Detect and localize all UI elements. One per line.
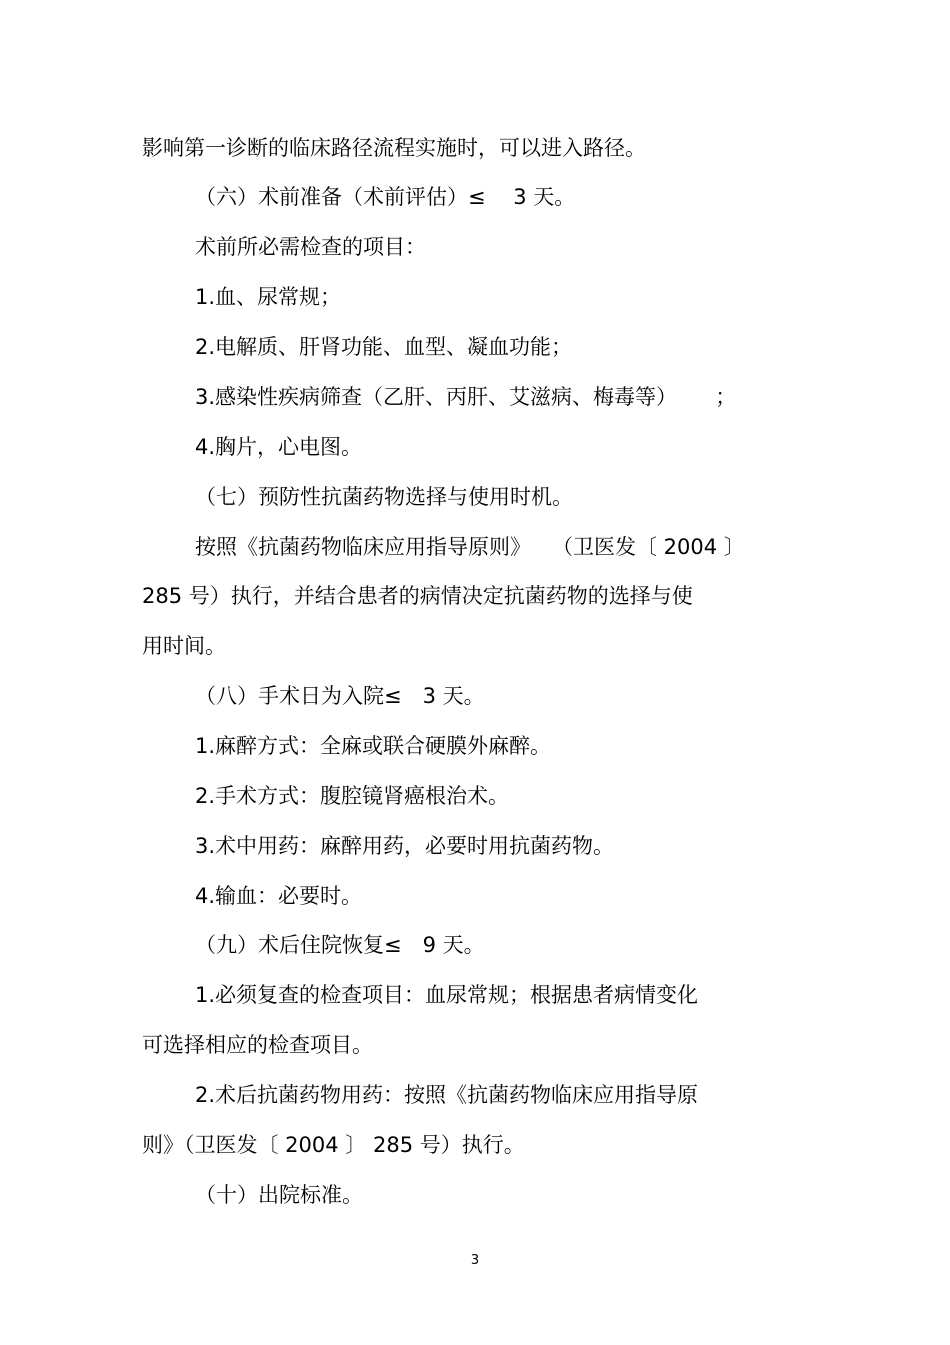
list-item: 4.胸片，心电图。 [195,435,363,459]
section-heading: （九）术后住院恢复≤ 9 天。 [195,933,485,957]
list-item: 1.麻醉方式：全麻或联合硬膜外麻醉。 [195,734,552,758]
text-line: 术前所必需检查的项目： [195,235,426,259]
list-item: 2.手术方式：腹腔镜肾癌根治术。 [195,784,510,808]
page-number: 3 [470,1253,480,1268]
text-line: 按照《抗菌药物临床应用指导原则》 （卫医发〔 2004 〕 [195,535,745,559]
section-heading: （十）出院标准。 [195,1183,363,1207]
list-item: 3.感染性疾病筛查（乙肝、丙肝、艾滋病、梅毒等） ； [195,385,737,409]
list-item: 1.血、尿常规； [195,285,342,309]
text-line: 用时间。 [142,634,226,658]
list-item: 4.输血：必要时。 [195,884,363,908]
section-heading: （七）预防性抗菌药物选择与使用时机。 [195,485,573,509]
text-line: 则》（卫医发〔 2004 〕 285 号）执行。 [142,1133,525,1157]
list-item: 3.术中用药：麻醉用药，必要时用抗菌药物。 [195,834,615,858]
text-line: 可选择相应的检查项目。 [142,1033,373,1057]
text-line: 285 号）执行，并结合患者的病情决定抗菌药物的选择与使 [142,584,693,608]
list-item: 1.必须复查的检查项目：血尿常规；根据患者病情变化 [195,983,699,1007]
section-heading: （六）术前准备（术前评估）≤ 3 天。 [195,185,576,209]
section-heading: （八）手术日为入院≤ 3 天。 [195,684,485,708]
list-item: 2.术后抗菌药物用药：按照《抗菌药物临床应用指导原 [195,1083,699,1107]
list-item: 2.电解质、肝肾功能、血型、凝血功能； [195,335,573,359]
text-line: 影响第一诊断的临床路径流程实施时，可以进入路径。 [142,136,646,160]
